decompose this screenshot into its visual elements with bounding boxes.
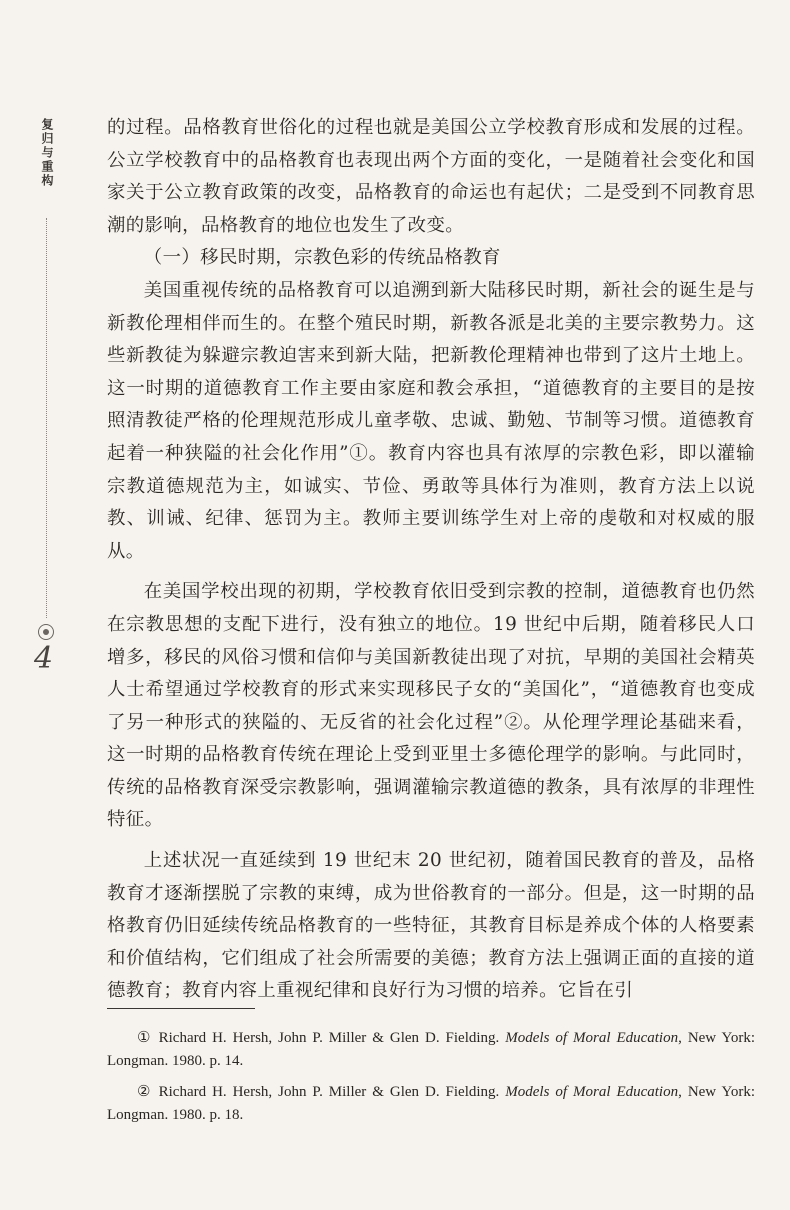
paragraph: 在美国学校出现的初期，学校教育依旧受到宗教的控制，道德教育也仍然在宗教思想的支配下进行，没有独立的地位。19 世纪中后期，随着移民人口增多，移民的风俗习惯和信仰与美国新教徒出现了对抗，早期的美国社会精英人士希望通过学校教育的形式来实现移民子女的“美国化”，“道德教育也变成了另一种形式的狭隘的、无反省的社会化过程”②。从伦理学理论基础来看，这一时期的品格教育传统在理论上受到亚里士多德伦理学的影响。与此同时，传统的品格教育深受宗教影响，强调灌输宗教道德的教条，具有浓厚的非理性特征。 — [107, 581, 755, 831]
footnote-title: Models of Moral Education — [505, 1030, 679, 1046]
footnote-authors: Richard H. Hersh, John P. Miller & Glen D. Fielding. — [158, 1030, 500, 1046]
footnote-authors: Richard H. Hersh, John P. Miller & Glen D. Fielding. — [158, 1084, 500, 1100]
footnote-publisher: , New York: Longman. 1980. p. 14. — [107, 1030, 756, 1069]
margin-dotted-line — [46, 218, 47, 618]
footnote-divider — [107, 1008, 255, 1009]
footnote-publisher: , New York: Longman. 1980. p. 18. — [107, 1084, 756, 1123]
page-marker-icon — [38, 624, 54, 640]
footnote — [107, 1081, 755, 1127]
paragraph: 的过程。品格教育世俗化的过程也就是美国公立学校教育形成和发展的过程。公立学校教育中的品格教育也表现出两个方面的变化，一是随着社会变化和国家关于公立教育政策的改变，品格教育的命运也有起伏；二是受到不同教育思潮的影响，品格教育的地位也发生了改变。 — [107, 117, 755, 236]
body-text — [107, 112, 755, 1008]
footnote-title: Models of Moral Education — [505, 1084, 679, 1100]
footnote-marker: ① — [137, 1030, 153, 1046]
footnote-marker: ② — [137, 1084, 153, 1100]
footnotes — [107, 1027, 755, 1135]
footnote — [107, 1027, 755, 1073]
page-number: 4 — [34, 641, 54, 676]
running-head-title: 复归与重构 — [40, 118, 54, 188]
paragraph: 美国重视传统的品格教育可以追溯到新大陆移民时期，新社会的诞生是与新教伦理相伴而生的。在整个殖民时期，新教各派是北美的主要宗教势力。这些新教徒为躲避宗教迫害来到新大陆，把新教伦理精神也带到了这片土地上。这一时期的道德教育工作主要由家庭和教会承担，“道德教育的主要目的是按照清教徒严格的伦理规范形成儿童孝敬、忠诚、勤勉、节制等习惯。道德教育起着一种狭隘的社会化作用”①。教育内容也具有浓厚的宗教色彩，即以灌输宗教道德规范为主，如诚实、节俭、勇敢等具体行为准则，教育方法上以说教、训诫、纪律、惩罚为主。教师主要训练学生对上帝的虔敬和对权威的服从。 — [107, 279, 755, 562]
paragraph: 上述状况一直延续到 19 世纪末 20 世纪初，随着国民教育的普及，品格教育才逐渐摆脱了宗教的束缚，成为世俗教育的一部分。但是，这一时期的品格教育仍旧延续传统品格教育的一些特征，其教育目标是养成个体的人格要素和价值结构，它们组成了社会所需要的美德；教育方法上强调正面的直接的道德教育；教育内容上重视纪律和良好行为习惯的培养。它旨在引 — [107, 850, 755, 1002]
section-heading: （一）移民时期，宗教色彩的传统品格教育 — [143, 247, 501, 269]
